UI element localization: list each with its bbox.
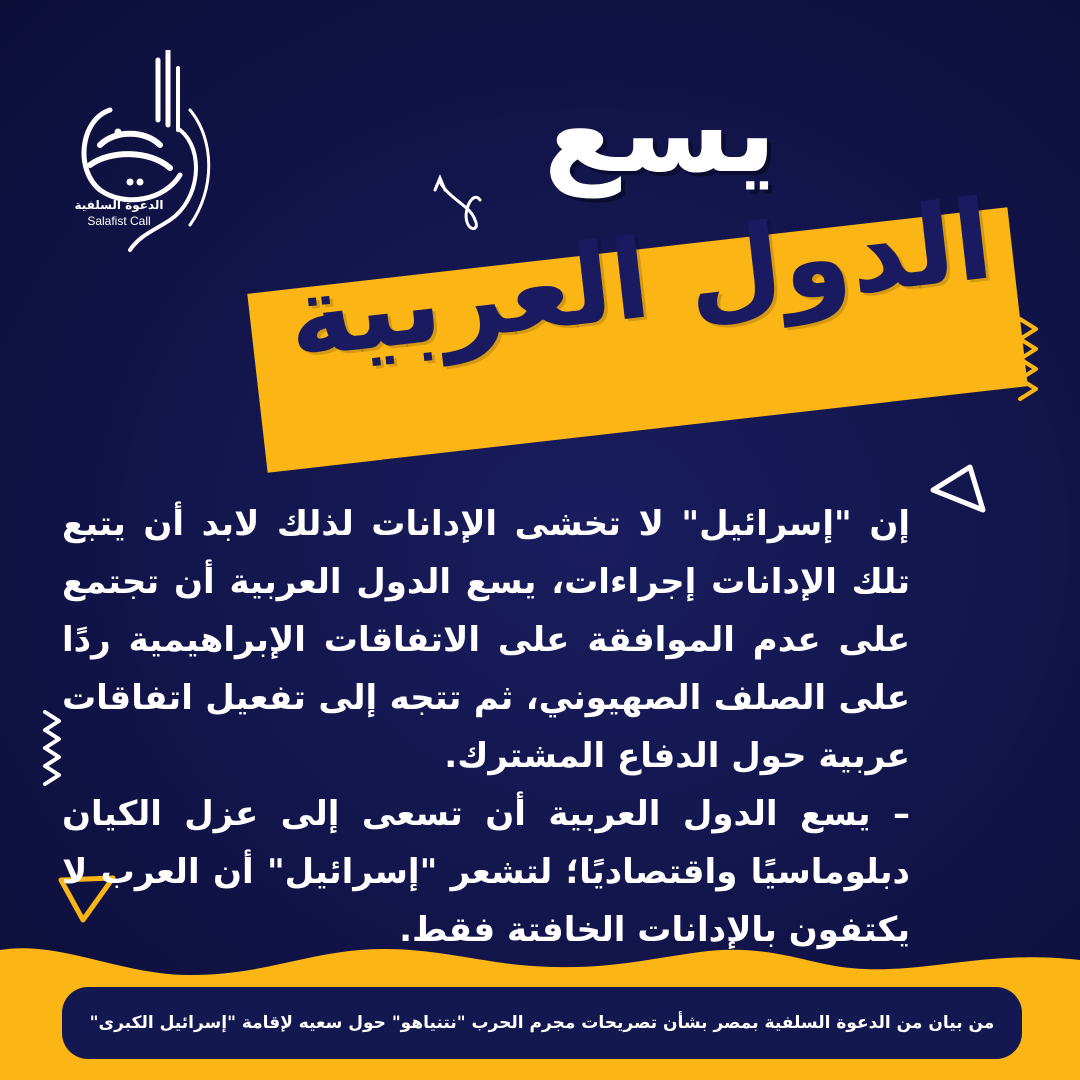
body-paragraph-1: إن "إسرائيل" لا تخشى الإدانات لذلك لابد أن يتبع تلك الإدانات إجراءات، يسع الدول العربية أن تجتمع على عدم الموافقة على الاتفاقات الإبراهيمية ردًا على الصلف الصهيوني، ثم تتجه إلى تفعيل اتفاقات عربية حول الدفاع المشترك.: [62, 504, 910, 776]
triangle-outline-icon: [925, 462, 990, 517]
logo: [70, 50, 220, 260]
footer-bar: [62, 987, 1022, 1059]
calligraphy-logo-icon: [70, 50, 220, 260]
squiggle-icon: [425, 170, 495, 240]
zigzag-icon: [1012, 315, 1042, 405]
body-text: [62, 495, 910, 959]
logo-name-arabic: الدعوة السلفية: [74, 198, 164, 212]
footer-text: من بيان من الدعوة السلفية بمصر بشأن تصريحات مجرم الحرب "نتنياهو" حول سعيه لإقامة "إسرائيل الكبرى": [89, 1013, 995, 1033]
title-line1: يسع: [543, 68, 777, 198]
body-paragraph-2: – يسع الدول العربية أن تسعى إلى عزل الكيان دبلوماسيًا واقتصاديًا؛ لتشعر "إسرائيل" أن العرب لا يكتفون بالإدانات الخافتة فقط.: [62, 794, 910, 950]
logo-name-english: Salafist Call: [87, 214, 151, 228]
zigzag-icon: [35, 708, 65, 790]
title-line2: الدول العربية: [281, 175, 999, 383]
